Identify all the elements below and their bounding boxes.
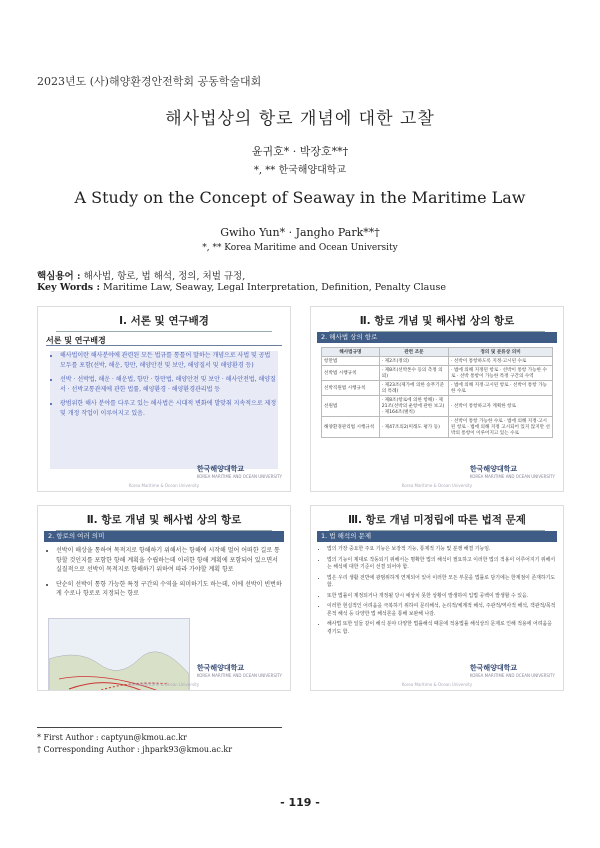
slide-footer: Korea Maritime & Ocean University — [401, 682, 473, 687]
university-logo: 한국해양대학교 KOREA MARITIME AND OCEAN UNIVERSITY — [196, 664, 282, 678]
table-row: 해양환경관리법 시행규칙 · 제47조의2(미래도 평가 등) · 선박이 통항 가능한 수로 · 법에 의해 지정·고시된 항로 · 법에 의해 지정 고시되어 있지 않지만 선박의 통항이 이루어지고 있는 수로 — [322, 417, 553, 438]
table-header: 해사법규명 — [322, 348, 380, 357]
bullet-item: • 해사법이란 해사분야에 관련된 모든 법규를 통틀어 말하는 개념으로 사법 및 공법 모두를 포함(선박, 해운, 항만, 해양안전 및 보안, 해양질서 및 해양환경 등) — [60, 351, 278, 370]
korean-affiliation: *, ** 한국해양대학교 — [253, 165, 347, 176]
slide-seaway-meanings — [37, 505, 291, 691]
slide-legal-issues — [310, 505, 564, 691]
slide-title: Ⅲ. 항로 개념 미정립에 따른 법적 문제 — [311, 512, 563, 527]
bullet-item: • 단순히 선박이 통항 가능한 특정 구간의 수역을 의미하기도 하는데, 이에 선박이 빈번하게 수로나 항로로 지정되는 항로 — [56, 580, 282, 599]
section-bar: 1. 법 해석의 문제 — [317, 531, 557, 542]
footnote-divider — [37, 727, 282, 728]
keywords-ko-label: 핵심용어 : — [37, 271, 81, 282]
slide-footer: Korea Maritime & Ocean University — [128, 483, 200, 488]
english-keywords — [37, 282, 446, 293]
page-number: - 119 - — [280, 796, 320, 809]
bullet-item: • 또한 법률이 제정되거나 개정될 당시 예상치 못한 상황이 발생하여 입법 공백이 발생할 수 있음. — [327, 593, 557, 601]
section-bar: 2. 항로의 여러 의미 — [44, 531, 284, 542]
korean-title: 해사법상의 항로 개념에 대한 고찰 — [165, 109, 435, 129]
english-authors: Gwiho Yun* · Jangho Park**† — [220, 226, 380, 239]
table-header: 정의 및 분류상 의미 — [449, 348, 553, 357]
slide-title: Ⅰ. 서론 및 연구배경 — [38, 313, 290, 328]
bullet-item: • 이러한 현실적인 어려움을 극복하기 위하여 문리해석, 논리적/체계적 해석, 주관적/역사적 해석, 객관적/목적론적 해석 등 다양한 법 해석론을 통해 보완해 나감. — [327, 603, 557, 618]
table-row: 선원법 · 제8조(항로에 의한 항해) · 제21조(선박의 운항에 관한 보고) · 제164조(벌칙) · 선박이 통항하고자 계획한 항로 — [322, 396, 553, 417]
english-title: A Study on the Concept of Seaway in the Maritime Law — [74, 188, 526, 207]
slide-introduction — [37, 306, 291, 492]
bullet-item: • 법은 우리 생활 전반에 광범위하게 연계되어 있어 이러한 모든 부문을 법률로 담기에는 한계점이 존재하기도 함. — [327, 575, 557, 590]
university-logo: 한국해양대학교 KOREA MARITIME AND OCEAN UNIVERSITY — [469, 465, 555, 479]
section-bar: 2. 해사법 상의 항로 — [317, 332, 557, 343]
slide-footer: Korea Maritime & Ocean University — [401, 483, 473, 488]
conference-header: 2023년도 (사)해양환경안전학회 공동학술대회 — [37, 75, 262, 88]
english-affiliation: *, ** Korea Maritime and Ocean University — [202, 243, 398, 253]
route-map-image — [48, 618, 190, 691]
table-header: 관련 조문 — [379, 348, 448, 357]
map-graphic — [49, 619, 189, 691]
footnote-first-author: * First Author : captyun@kmou.ac.kr — [37, 733, 187, 742]
footnote-corresponding-author: † Corresponding Author : jhpark93@kmou.ac.kr — [37, 745, 233, 754]
keywords-en-label: Key Words : — [37, 282, 100, 293]
bullet-item: • 해사법 또한 일들 같이 해석 분야 다양한 법률해석 때문에 적용법률 해석상의 문제로 인해 적용에 어려움을 겪기도 함. — [327, 621, 557, 636]
university-logo: 한국해양대학교 KOREA MARITIME AND OCEAN UNIVERSITY — [196, 465, 282, 479]
university-logo: 한국해양대학교 KOREA MARITIME AND OCEAN UNIVERSITY — [469, 664, 555, 678]
bullet-item: • 법의 기능이 제대로 작동되기 위해서는 명확한 법의 해석이 필요하고 이러한 법의 적용이 이루어지기 위해서는 해석에 대한 기준이 선결 되어야 함. — [327, 557, 557, 572]
bullet-item: • 선박 · 선박법, 해운 · 해운법, 항만 · 항만법, 해양안전 및 보안 · 해사안전법, 해양질서 · 선박교통관제에 관한 법률, 해양환경 · 해양환경관리법 등 — [60, 375, 278, 394]
table-row: 선박직원법 시행규칙 · 제23조(제가에 의한 승무기준의 특례) · 법에 의해 지정·고시된 항로 · 선박이 통항 가능한 수로 — [322, 381, 553, 396]
table-row: 선박법 시행규칙 · 제8조(선박톤수 등의 측정 의뢰) · 법에 의해 지정된 항로 · 선박이 통항 가능한 수로 · 선박 통항이 가능한 특정 구간의 수역 — [322, 366, 553, 381]
seaway-law-table — [321, 347, 553, 438]
table-row: 항만법 · 제2조(정의) · 선박이 통항하도록 지정·고시된 수로 — [322, 357, 553, 366]
keywords-ko-text: 해사법, 항로, 법 해석, 정의, 처벌 규정, — [83, 271, 246, 282]
korean-authors: 윤귀호* · 박장호**† — [251, 145, 349, 158]
slide-footer: Korea Maritime & Ocean University — [128, 682, 200, 687]
divider — [46, 345, 282, 346]
bullet-item: • 법의 가장 중요한 주요 기능은 보장적 기능, 통제적 기능 및 분쟁 해결 기능임. — [327, 546, 557, 554]
bullet-item: • 광범위한 해사 분야를 다루고 있는 해사법은 시대적 변화에 발맞춰 지속적으로 제정 및 개정 작업이 이루어지고 있음. — [60, 399, 278, 418]
slide-subtitle: 서론 및 연구배경 — [46, 336, 106, 345]
bullet-box — [317, 546, 557, 639]
bullet-item: • 선박이 해상을 통하여 목적지로 항해하기 위해서는 항해에 시작해 멀어 어떠한 길로 통항할 것인지를 포함한 항해 계획을 수립하는데 이러한 항해 계획에 포함되어 있으면서 실질적으로 선박이 목적지로 항해하기 위하여 따라 가야할 계획 항로 — [56, 546, 282, 575]
bullet-box — [50, 351, 278, 469]
slide-title: Ⅱ. 항로 개념 및 해사법 상의 항로 — [38, 512, 290, 527]
bullet-box — [46, 546, 282, 604]
korean-keywords — [37, 268, 245, 282]
keywords-en-text: Maritime Law, Seaway, Legal Interpretation, Definition, Penalty Clause — [103, 282, 446, 293]
slide-title: Ⅱ. 항로 개념 및 해사법 상의 항로 — [311, 313, 563, 328]
slide-seaway-table — [310, 306, 564, 492]
